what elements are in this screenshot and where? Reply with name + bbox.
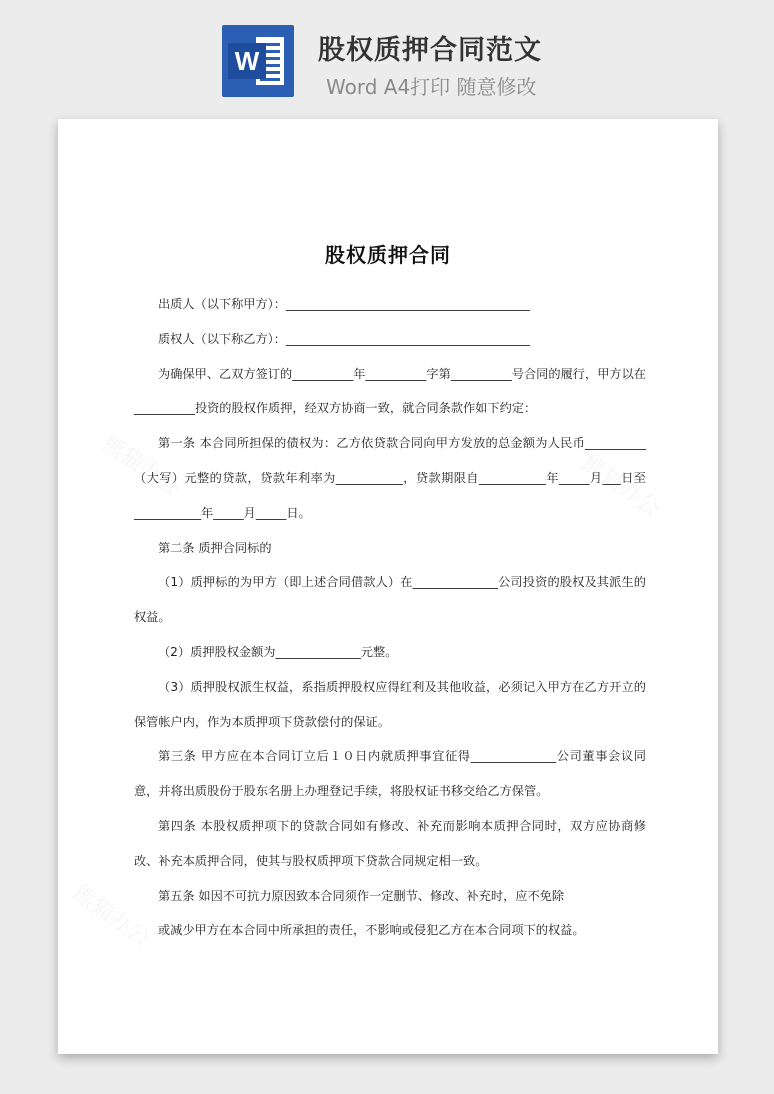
party-b-line: 质权人（以下称乙方）：________________________________________ <box>158 331 530 346</box>
article-2-heading: 第二条 质押合同标的 <box>158 540 272 555</box>
document-page <box>58 119 718 1054</box>
article-2-item-2: （2）质押股权金额为______________元整。 <box>158 644 398 659</box>
article-5-continued: 或减少甲方在本合同中所承担的责任，不影响或侵犯乙方在本合同项下的权益。 <box>158 923 585 938</box>
banner-subtitle: Word A4打印 随意修改 <box>326 75 537 99</box>
word-logo-icon <box>222 25 294 97</box>
party-a-line: 出质人（以下称甲方）：________________________________________ <box>158 297 530 311</box>
document-title: 股权质押合同 <box>325 243 451 267</box>
word-letter: W <box>228 43 266 79</box>
article-2-item-3: （3）质押股权派生权益，系指质押股权应得红利及其他收益，必须记入甲方在乙方开立的保管帐户内，作为本质押项下贷款偿付的保证。 <box>134 679 646 729</box>
banner-header <box>0 0 774 110</box>
article-3: 第三条 甲方应在本合同订立后１０日内就质押事宜征得______________公司董事会议同意，并将出质股份于股东名册上办理登记手续，将股权证书移交给乙方保管。 <box>134 749 646 799</box>
article-4: 第四条 本股权质押项下的贷款合同如有修改、补充而影响本质押合同时，双方应协商修改、补充本质押合同，使其与股权质押项下贷款合同规定相一致。 <box>134 818 646 868</box>
banner-title: 股权质押合同范文 <box>318 35 542 66</box>
preamble-paragraph: 为确保甲、乙双方签订的__________年__________字第__________号合同的履行，甲方以在__________投资的股权作质押，经双方协商一致，就合同条款作如下约定： <box>134 366 646 416</box>
article-1: 第一条 本合同所担保的债权为：乙方依贷款合同向甲方发放的总金额为人民币__________（大写）元整的贷款，贷款年利率为___________，贷款期限自___________年_____月___日至___________年_____月_____日。 <box>134 436 646 520</box>
document-body <box>134 287 646 948</box>
article-2-item-1: （1）质押标的为甲方（即上述合同借款人）在______________公司投资的股权及其派生的权益。 <box>134 575 646 625</box>
article-5: 第五条 如因不可抗力原因致本合同须作一定删节、修改、补充时，应不免除 <box>158 888 565 903</box>
